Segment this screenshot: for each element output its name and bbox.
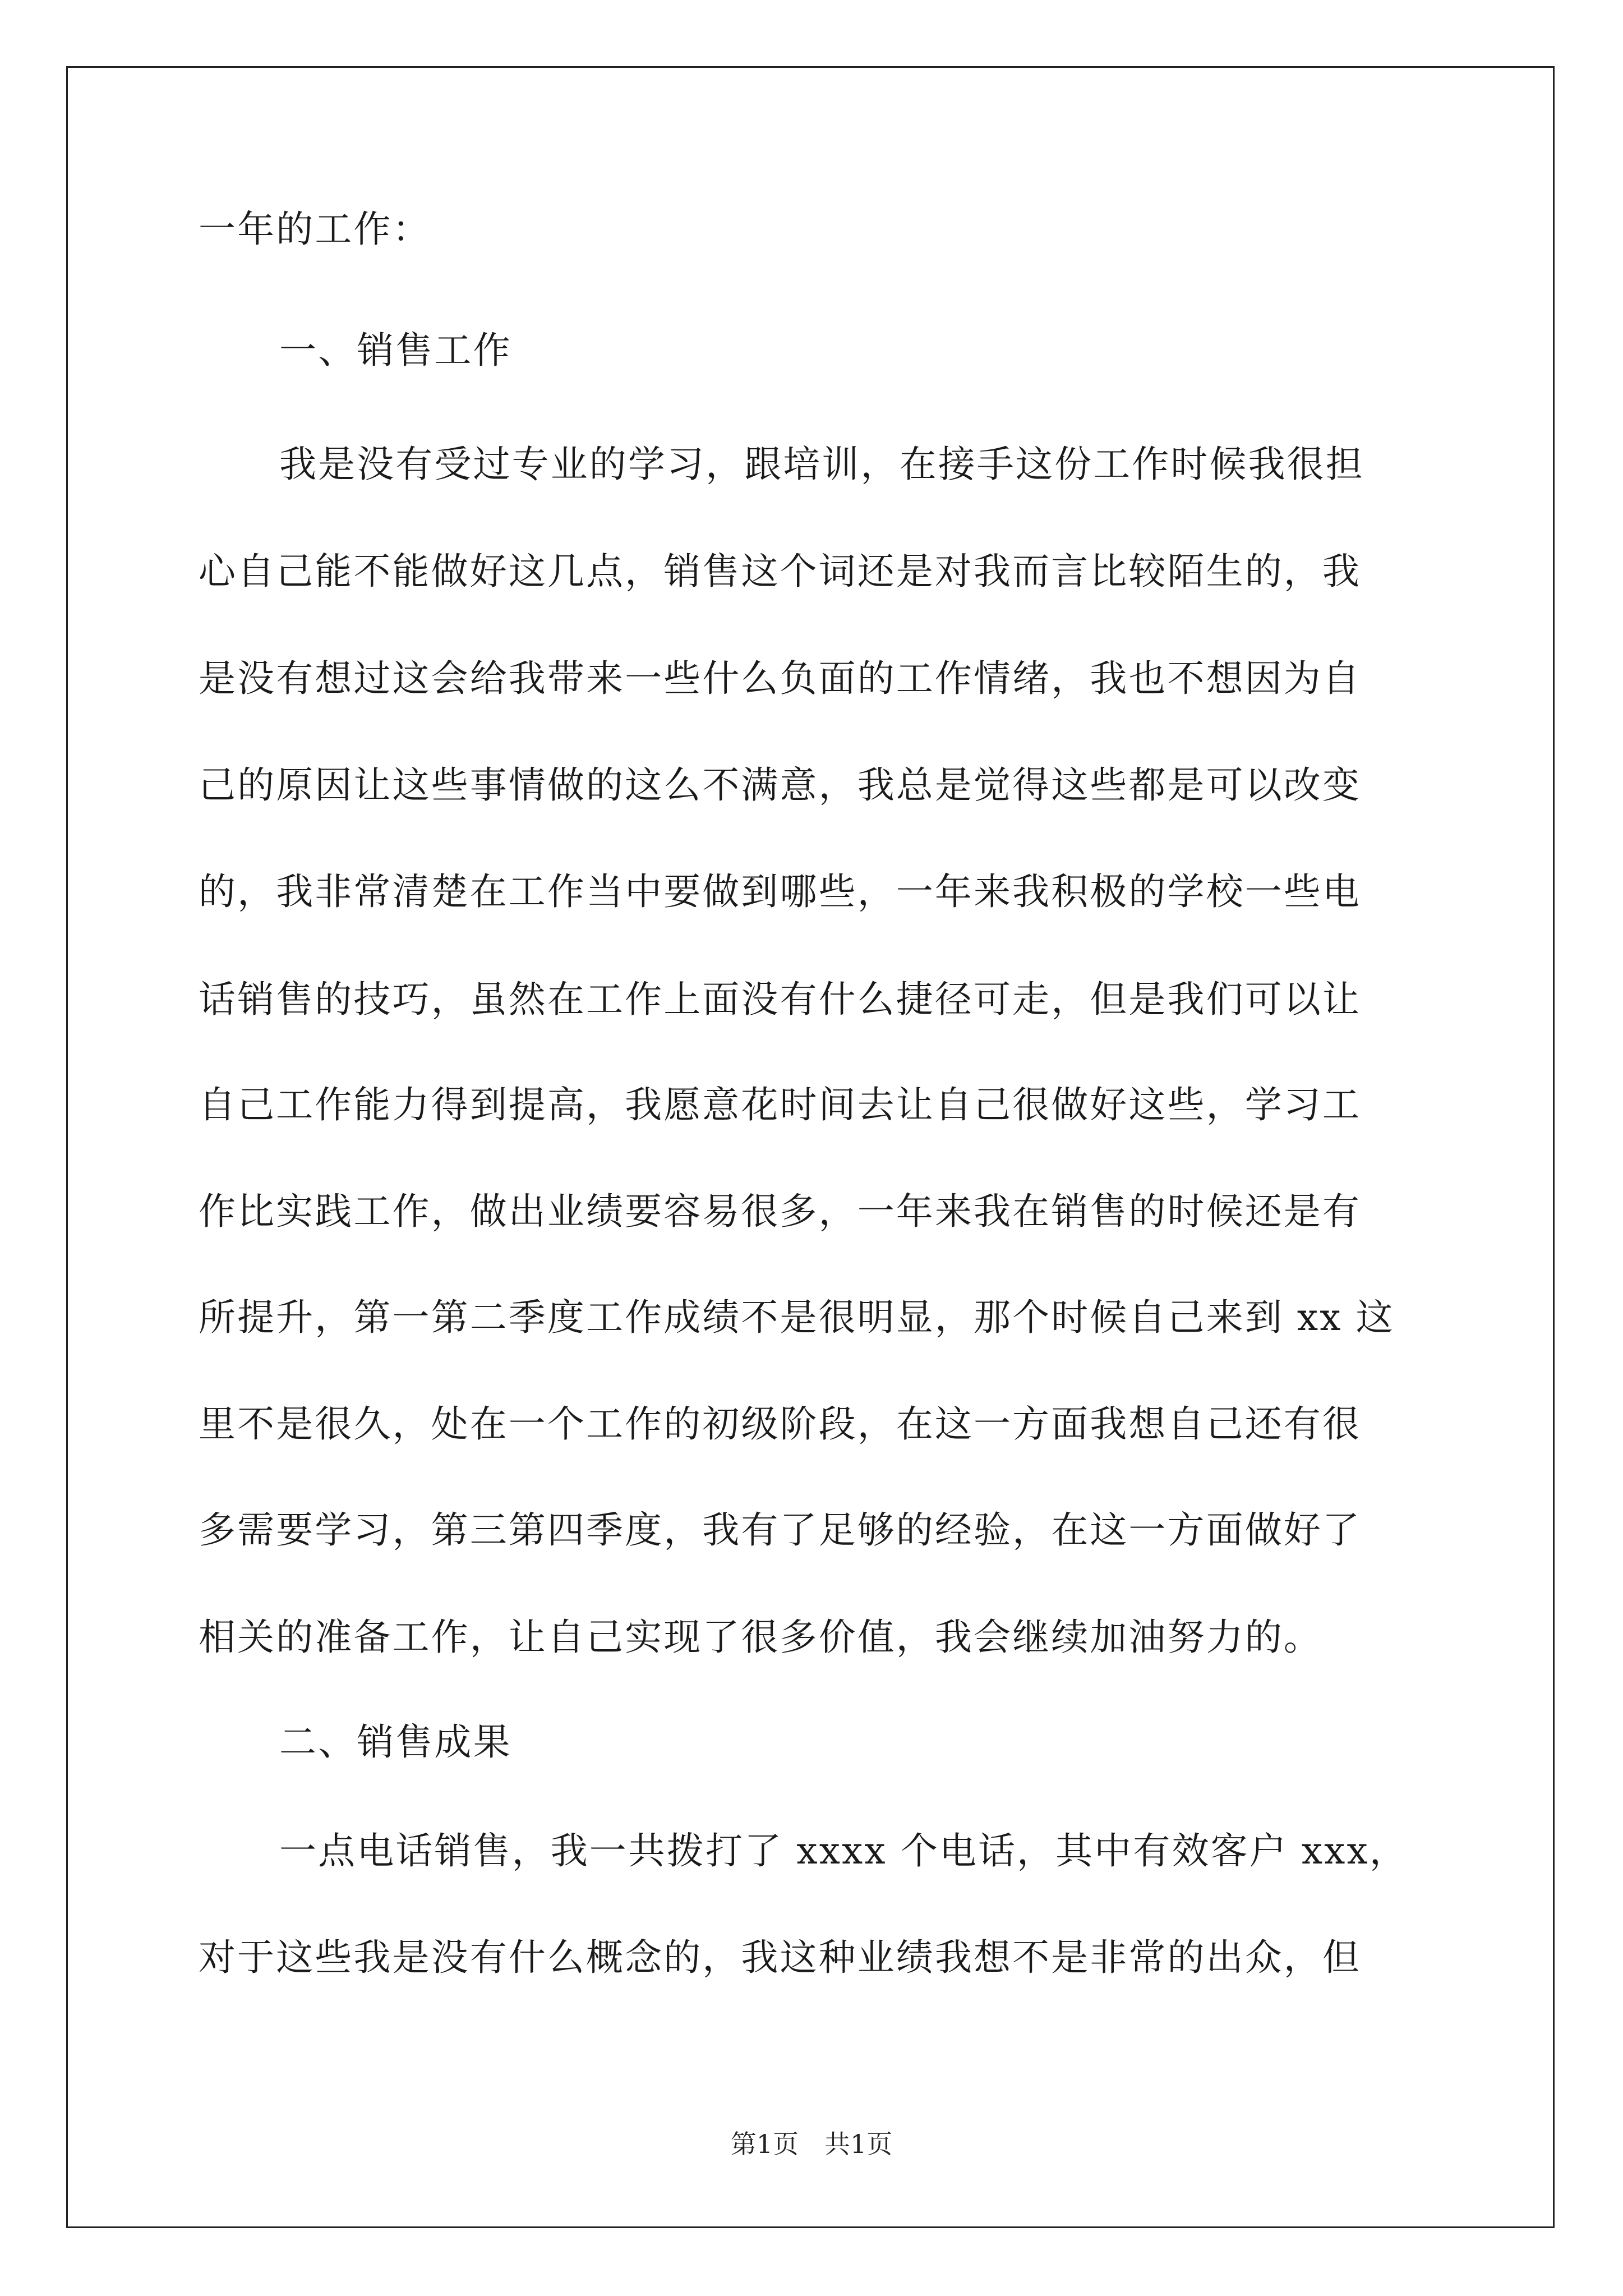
paragraph2-line-2: 对于这些我是没有什么概念的，我这种业绩我想不是非常的出众，但 xyxy=(199,1936,1361,1979)
text-line-1: 一年的工作： xyxy=(199,208,431,251)
paragraph2-line-1: 一点电话销售，我一共拨打了 xxxx 个电话，其中有效客户 xxx， xyxy=(279,1829,1408,1872)
page-number: 第1页 xyxy=(730,2129,799,2159)
paragraph-line-12: 相关的准备工作，让自己实现了很多价值，我会继续加油努力的。 xyxy=(199,1616,1322,1659)
section-heading-sales-work: 一、销售工作 xyxy=(279,329,512,372)
paragraph-line-8: 作比实践工作，做出业绩要容易很多，一年来我在销售的时候还是有 xyxy=(199,1190,1361,1233)
page-border xyxy=(66,66,1555,2228)
section-heading-sales-results: 二、销售成果 xyxy=(279,1720,512,1764)
paragraph-line-5: 的，我非常清楚在工作当中要做到哪些，一年来我积极的学校一些电 xyxy=(199,870,1361,913)
paragraph-line-1: 我是没有受过专业的学习，跟培训，在接手这份工作时候我很担 xyxy=(279,443,1364,486)
paragraph-line-11: 多需要学习，第三第四季度，我有了足够的经验，在这一方面做好了 xyxy=(199,1508,1361,1552)
page-footer xyxy=(0,2127,1623,2161)
page-total: 共1页 xyxy=(824,2129,893,2159)
paragraph-line-6: 话销售的技巧，虽然在工作上面没有什么捷径可走，但是我们可以让 xyxy=(199,978,1361,1021)
paragraph-line-7: 自己工作能力得到提高，我愿意花时间去让自己很做好这些，学习工 xyxy=(199,1083,1361,1126)
paragraph-line-4: 己的原因让这些事情做的这么不满意，我总是觉得这些都是可以改变 xyxy=(199,763,1361,807)
paragraph-line-9: 所提升，第一第二季度工作成绩不是很明显，那个时候自己来到 xx 这 xyxy=(199,1296,1395,1339)
paragraph-line-3: 是没有想过这会给我带来一些什么负面的工作情绪，我也不想因为自 xyxy=(199,657,1361,700)
paragraph-line-2: 心自己能不能做好这几点，销售这个词还是对我而言比较陌生的，我 xyxy=(199,550,1361,593)
paragraph-line-10: 里不是很久，处在一个工作的初级阶段，在这一方面我想自己还有很 xyxy=(199,1402,1361,1446)
